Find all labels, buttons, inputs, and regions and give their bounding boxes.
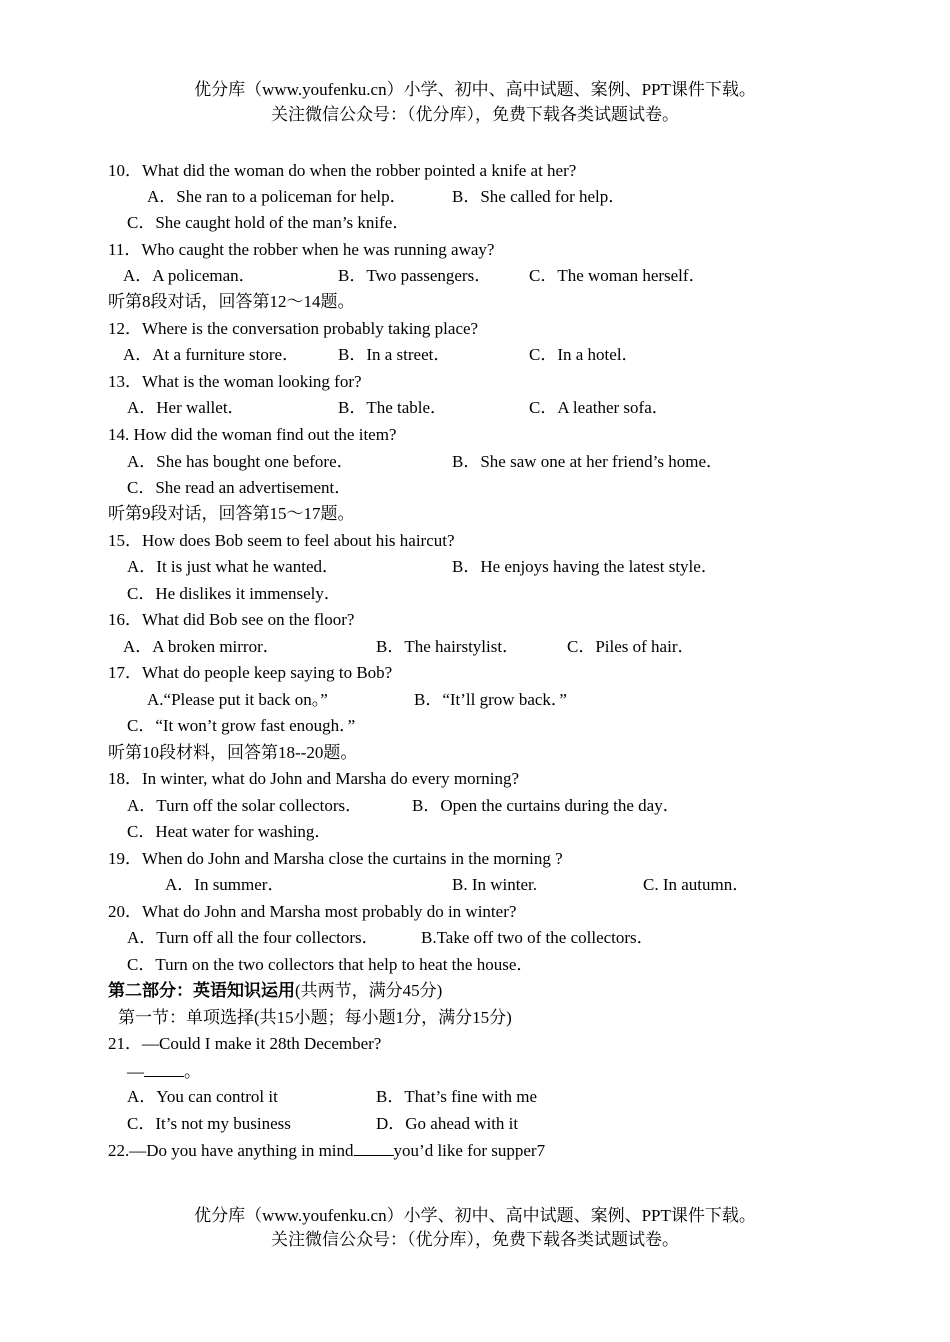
question-14-stem: 14. How did the woman find out the item? (108, 425, 397, 444)
question-21-reply-dash: — (127, 1062, 144, 1081)
question-12-option-a: A．At a furniture store． (123, 345, 300, 364)
question-19-option-a: A．In summer． (165, 875, 285, 894)
question-20-option-c: C．Turn on the two collectors that help to heat the house． (127, 955, 534, 974)
question-18-option-b: B．Open the curtains during the day． (412, 796, 680, 815)
question-15-option-b: B．He enjoys having the latest style． (452, 557, 718, 576)
question-10-option-a: A．She ran to a policeman for help． (147, 187, 407, 206)
question-20-option-b: B.Take off two of the collectors． (421, 928, 654, 947)
question-20-stem: 20．What do John and Marsha most probably do in winter? (108, 902, 517, 921)
question-13-option-b: B．The table． (338, 398, 448, 417)
question-13-stem: 13．What is the woman looking for? (108, 372, 362, 391)
question-17-option-b: B．“It’ll grow back．” (414, 690, 567, 709)
question-13-option-a: A．Her wallet． (127, 398, 245, 417)
question-14-option-c: C．She read an advertisement． (127, 478, 352, 497)
question-12-option-b: B．In a street． (338, 345, 451, 364)
question-10-option-c: C．She caught hold of the man’s knife． (127, 213, 410, 232)
part-2-section-1-heading: 第一节：单项选择(共15小题；每小题1分，满分15分) (118, 1008, 512, 1027)
question-15-stem: 15．How does Bob seem to feel about his haircut? (108, 531, 455, 550)
question-19-option-b: B. In winter. (452, 875, 537, 894)
question-13-option-c: C．A leather sofa． (529, 398, 669, 417)
question-22-stem (108, 1140, 545, 1161)
question-17-stem: 17．What do people keep saying to Bob? (108, 663, 393, 682)
question-16-stem: 16．What did Bob see on the floor? (108, 610, 355, 629)
question-18-option-c: C．Heat water for washing． (127, 822, 332, 841)
question-15-option-c: C．He dislikes it immensely． (127, 584, 341, 603)
question-17-option-c: C．“It won’t grow fast enough．” (127, 716, 356, 735)
question-21-reply (127, 1061, 201, 1082)
question-22-stem-after: you’d like for supper7 (393, 1141, 546, 1160)
question-16-option-c: C．Piles of hair． (567, 637, 695, 656)
question-11-option-a: A．A policeman． (123, 266, 256, 285)
question-10-stem: 10．What did the woman do when the robber pointed a knife at her? (108, 161, 577, 180)
question-11-stem: 11．Who caught the robber when he was running away? (108, 240, 495, 259)
question-20-option-a: A．Turn off all the four collectors． (127, 928, 379, 947)
question-22-stem-before: 22.—Do you have anything in mind (108, 1141, 354, 1160)
question-14-option-a: A．She has bought one before． (127, 452, 354, 471)
question-21-option-b: B．That’s fine with me (376, 1087, 538, 1106)
question-21-blank (144, 1061, 184, 1077)
question-21-option-c: C．It’s not my business (127, 1114, 291, 1133)
question-16-option-b: B．The hairstylist． (376, 637, 520, 656)
question-17-option-a: A.“Please put it back on。” (147, 690, 328, 709)
question-11-option-c: C．The woman herself． (529, 266, 706, 285)
question-19-option-c: C. In autumn． (643, 875, 750, 894)
footer-line-2: 关注微信公众号：（优分库），免费下载各类试题试卷。 (271, 1230, 679, 1249)
question-12-option-c: C．In a hotel． (529, 345, 639, 364)
question-21-option-d: D．Go ahead with it (376, 1114, 519, 1133)
question-18-option-a: A．Turn off the solar collectors． (127, 796, 363, 815)
question-12-stem: 12．Where is the conversation probably taking place? (108, 319, 479, 338)
footer-line-1: 优分库（www.youfenku.cn）小学、初中、高中试题、案例、PPT课件下载。 (194, 1206, 756, 1225)
part-2-heading-bold: 第二部分：英语知识运用 (108, 981, 295, 1000)
section-9-instruction: 听第9段对话，回答第15～17题。 (108, 504, 355, 523)
header-line-2: 关注微信公众号：（优分库），免费下载各类试题试卷。 (271, 105, 679, 124)
part-2-heading (108, 981, 442, 1001)
question-22-blank (354, 1140, 394, 1156)
question-19-stem: 19．When do John and Marsha close the curtains in the morning ? (108, 849, 563, 868)
question-15-option-a: A．It is just what he wanted． (127, 557, 339, 576)
question-16-option-a: A．A broken mirror． (123, 637, 280, 656)
section-8-instruction: 听第8段对话，回答第12～14题。 (108, 292, 355, 311)
question-14-option-b: B．She saw one at her friend’s home． (452, 452, 723, 471)
header-line-1: 优分库（www.youfenku.cn）小学、初中、高中试题、案例、PPT课件下载。 (194, 80, 756, 99)
question-11-option-b: B．Two passengers． (338, 266, 492, 285)
part-2-heading-rest: (共两节，满分45分) (295, 981, 443, 1000)
section-10-instruction: 听第10段材料，回答第18--20题。 (108, 743, 358, 762)
question-21-option-a: A．You can control it (127, 1087, 278, 1106)
question-10-option-b: B．She called for help． (452, 187, 626, 206)
question-18-stem: 18．In winter, what do John and Marsha do every morning? (108, 769, 520, 788)
question-21-reply-end: 。 (184, 1062, 201, 1081)
question-21-stem: 21．—Could I make it 28th December? (108, 1034, 382, 1053)
